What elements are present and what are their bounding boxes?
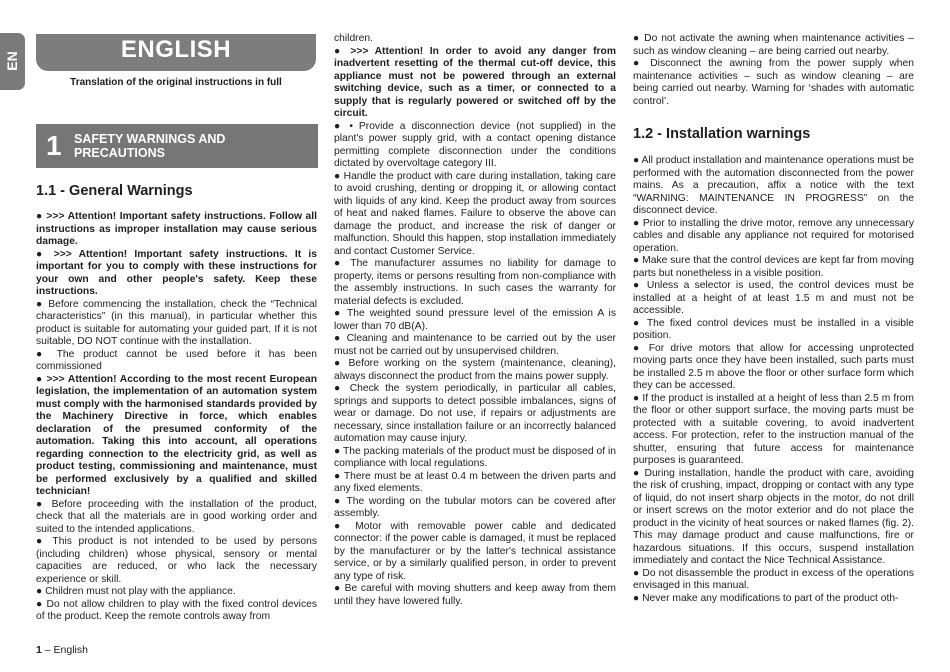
section-1-header [36, 124, 318, 168]
language-side-tab [0, 33, 25, 90]
warning-paragraph: ● The wording on the tubular motors can be covered after assembly. [334, 495, 616, 519]
warning-paragraph: ● Before commencing the installation, check the “Technical characteristics” (in this manual), in particular whether this product is suitable for automating your guided part. If it is not suitable, DO NOT continue with the installation. [36, 298, 317, 347]
warning-paragraph: ● All product installation and maintenance operations must be performed with the automation disconnected from the power mains. As a precaution, affix a notice with the text “WARNING: MAINTENANCE IN PROGRESS” on the disconnect device. [633, 155, 914, 216]
warning-paragraph: ● Do not activate the awning when maintenance activities – such as window cleaning – are being carried out nearby. [633, 33, 914, 57]
warning-paragraph: ● Unless a selector is used, the control devices must be installed at a height of at least 1.5 m and must not be accessible. [633, 280, 914, 316]
warning-paragraph: ● >>> Attention! In order to avoid any danger from inadvertent resetting of the thermal cut-off device, this appliance must not be powered through an external switching device, such as a timer, or connected to a supply that is regularly powered or switched off by the circuit. [334, 45, 616, 119]
translation-subtitle: Translation of the original instructions in full [70, 77, 282, 88]
warning-paragraph: children. [334, 33, 373, 44]
warning-paragraph: ● Before working on the system (maintenance, cleaning), always disconnect the product from the mains power supply. [334, 358, 616, 382]
page-footer-label: – English [44, 644, 88, 656]
column-3-text [633, 155, 914, 605]
page-footer [36, 644, 88, 656]
warning-paragraph: ● Disconnect the awning from the power supply when maintenance activities – such as window cleaning – are being carried out nearby. Warning for ‘shades with automatic control’. [633, 58, 914, 107]
section-number: 1 [46, 130, 62, 161]
language-code: EN [4, 51, 20, 71]
warning-paragraph: ● Motor with removable power cable and dedicated connector: if the power cable is damaged, it must be replaced by the manufacturer or by the latter's technical assistance service, or by a similarly qualified person, in order to prevent any type of risk. [334, 520, 616, 582]
warning-paragraph: ● Handle the product with care during installation, taking care to avoid crushing, denting or dropping it, or allowing contact with liquids of any kind. Keep the product away from sources of heat and naked flames. Failure to observe the above can damage the product, and increase the risk of danger or malfunction. Should this happen, stop installation immediately and contact Customer Service. [334, 170, 616, 257]
warning-paragraph: ● Do not disassemble the product in excess of the operations envisaged in this manual. [633, 567, 914, 591]
language-header [36, 34, 316, 71]
section-title [74, 132, 225, 160]
warning-paragraph: ● The product cannot be used before it has been commissioned [36, 348, 317, 372]
warning-paragraph: ● This product is not intended to be used by persons (including children) whose physical, sensory or mental capacities are reduced, or who lack the necessary experience or skill. [36, 536, 317, 585]
warning-paragraph: ● Before proceeding with the installation of the product, check that all the materials are in good working order and suited to the intended applications. [36, 498, 317, 535]
column-2-text [334, 33, 616, 608]
column-3-top-text [633, 33, 914, 108]
warning-paragraph: ● The weighted sound pressure level of the emission A is lower than 70 dB(A). [334, 308, 616, 332]
warning-paragraph: ● If the product is installed at a height of less than 2.5 m from the floor or other support surface, the moving parts must be protected with a suitable covering, to avoid inadvertent access. For protection, refer to the instruction manual of the shutter, ensuring that future access for maintenance purposes is guaranteed. [633, 392, 914, 466]
installation-warnings-heading: 1.2 - Installation warnings [633, 126, 811, 142]
section-title-line1: SAFETY WARNINGS AND [74, 132, 226, 146]
language-title: ENGLISH [120, 36, 232, 63]
warning-paragraph: ● The manufacturer assumes no liability for damage to property, items or persons resulting from non-compliance with the assembly instructions. In such cases the warranty for material defects is excluded. [334, 258, 616, 307]
warning-paragraph: ● The fixed control devices must be installed in a visible position. [633, 317, 914, 341]
warning-paragraph: ● >>> Attention! Important safety instructions. Follow all instructions as improper installation may cause serious damage. [36, 211, 317, 247]
page-number: 1 [36, 644, 42, 656]
warning-paragraph: ● Check the system periodically, in particular all cables, springs and supports to detect possible imbalances, signs of wear or damage. Do not use, if repairs or adjustments are necessary, since installation failure or an incorrectly balanced automation may cause injury. [334, 383, 616, 444]
warning-paragraph: ● There must be at least 0.4 m between the driven parts and any fixed elements. [334, 470, 616, 494]
warning-paragraph: ● • Provide a disconnection device (not supplied) in the plant's power supply grid, with a contact opening distance permitting complete disconnection under the conditions dictated by overvoltage category III. [334, 120, 616, 169]
warning-paragraph: ● Cleaning and maintenance to be carried out by the user must not be carried out by unsupervised children. [334, 333, 616, 357]
warning-paragraph: ● The packing materials of the product must be disposed of in compliance with local regulations. [334, 445, 616, 469]
warning-paragraph: ● Children must not play with the appliance. [36, 586, 236, 597]
section-title-line2: PRECAUTIONS [74, 146, 165, 160]
warning-paragraph: ● During installation, handle the product with care, avoiding the risk of crushing, impact, dropping or contact with any type of liquid, do not insert sharp objects in the motor, do not drill or insert screws on the motor exterior and do not place the product in the vicinity of heat sources or naked flames (fig. 2). This may damage product and cause malfunctions, fire or hazardous situations. If this occurs, suspend installation immediately and contact the Nice Technical Assistance. [633, 467, 914, 566]
warning-paragraph: ● >>> Attention! Important safety instructions. It is important for you to comply with these instructions for your own and other people's safety. Keep these instructions. [36, 248, 317, 297]
warning-paragraph: ● Make sure that the control devices are kept far from moving parts but nonetheless in a visible position. [633, 255, 914, 279]
warning-paragraph: ● >>> Attention! According to the most recent European legislation, the implementation of an automation system must comply with the harmonised standards provided by the Machinery Directive in force, which enables declaration of the presumed conformity of the automation. Taking this into account, all operations regarding connection to the electricity grid, as well as product testing, commissioning and maintenance, must be performed exclusively by a qualified and skilled technician! [36, 373, 317, 497]
column-1-text [36, 211, 317, 624]
warning-paragraph: ● Be careful with moving shutters and keep away from them until they have lowered fully. [334, 583, 616, 607]
warning-paragraph: ● Never make any modifications to part of the product oth- [633, 592, 899, 604]
warning-paragraph: ● For drive motors that allow for accessing unprotected moving parts once they have been installed, such parts must be installed 2.5 m above the floor or other surface form which they can be accessed. [633, 342, 914, 391]
general-warnings-heading: 1.1 - General Warnings [36, 183, 193, 199]
warning-paragraph: ● Prior to installing the drive motor, remove any unnecessary cables and disable any appliance not required for motorised operation. [633, 217, 914, 254]
warning-paragraph: ● Do not allow children to play with the fixed control devices of the product. Keep the remote controls away from [36, 598, 317, 622]
